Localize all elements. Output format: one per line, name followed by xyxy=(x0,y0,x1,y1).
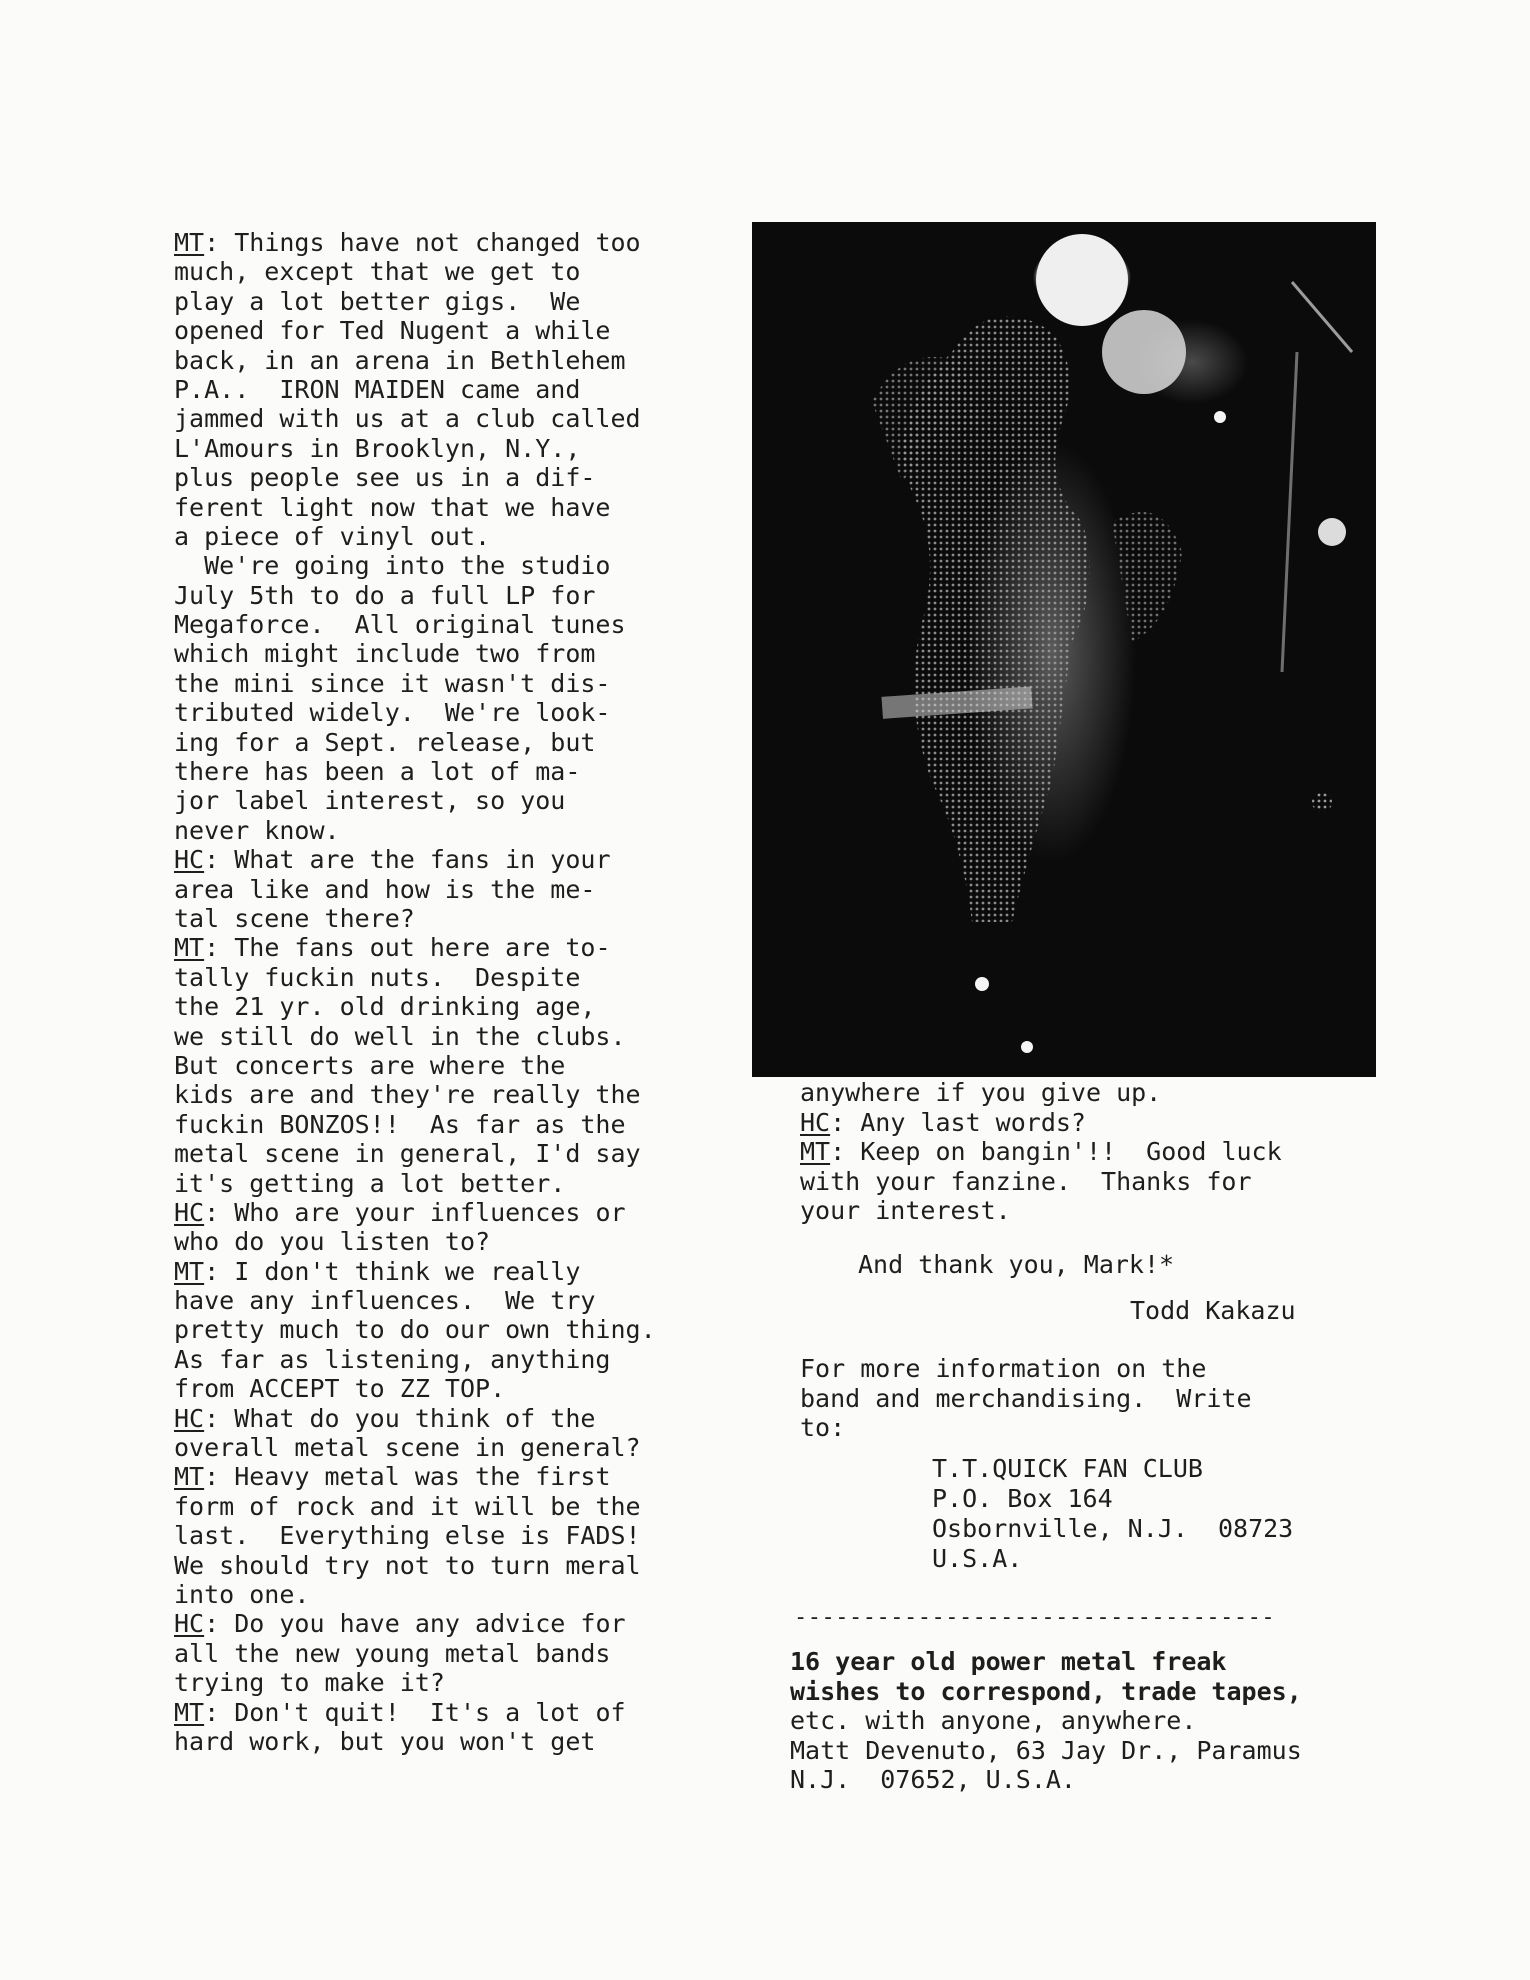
stage-light-glow xyxy=(1102,310,1186,394)
classified-ad xyxy=(790,1647,1410,1795)
speaker-tag: HC xyxy=(174,1403,205,1433)
line-text: overall metal scene in general? xyxy=(174,1433,641,1463)
text-line xyxy=(174,1580,754,1609)
line-text: : Do you have any advice for xyxy=(204,1609,626,1639)
line-text: But concerts are where the xyxy=(174,1050,566,1080)
text-line xyxy=(174,1227,754,1256)
text-line xyxy=(174,316,754,345)
text-line xyxy=(174,610,754,639)
stage-light xyxy=(1036,234,1128,326)
classified-line: wishes to correspond, trade tapes, xyxy=(790,1676,1302,1706)
line-text: play a lot better gigs. We xyxy=(174,286,581,316)
speaker-tag: HC xyxy=(174,1197,205,1227)
text-line xyxy=(174,1345,754,1374)
text-line xyxy=(174,404,754,433)
classified-line: Matt Devenuto, 63 Jay Dr., Paramus xyxy=(790,1735,1302,1765)
performer-hand xyxy=(1112,512,1182,642)
line-text: area like and how is the me- xyxy=(174,874,596,904)
text-line xyxy=(174,1257,754,1286)
author-signature: Todd Kakazu xyxy=(1130,1296,1296,1325)
line-text: : Don't quit! It's a lot of xyxy=(204,1697,626,1727)
section-divider: ----------------------------------- xyxy=(794,1605,1276,1630)
highlight xyxy=(1021,1041,1033,1053)
line-text: back, in an arena in Bethlehem xyxy=(174,345,626,375)
classified-line: N.J. 07652, U.S.A. xyxy=(790,1765,1076,1794)
line-text: anywhere if you give up. xyxy=(800,1078,1162,1107)
cymbal-glint xyxy=(1318,518,1346,546)
text-line xyxy=(800,1196,1400,1226)
line-text: who do you listen to? xyxy=(174,1227,491,1257)
text-line xyxy=(174,669,754,698)
classified-line: etc. with anyone, anywhere. xyxy=(790,1706,1197,1735)
line-text: : Who are your influences or xyxy=(204,1197,626,1227)
line-text: a piece of vinyl out. xyxy=(174,521,491,551)
highlight xyxy=(975,977,989,991)
speaker-tag: MT xyxy=(800,1137,831,1166)
fan-club-info xyxy=(800,1354,1400,1443)
line-text: Megaforce. All original tunes xyxy=(174,610,626,640)
line-text: have any influences. We try xyxy=(174,1286,596,1316)
address-line: U.S.A. xyxy=(932,1544,1023,1573)
line-text: We're going into the studio xyxy=(174,551,611,581)
line-text: : The fans out here are to- xyxy=(204,933,611,963)
line-text: from ACCEPT to ZZ TOP. xyxy=(174,1374,506,1404)
text-line xyxy=(174,1198,754,1227)
text-line xyxy=(174,493,754,522)
line-text: into one. xyxy=(174,1579,310,1609)
text-line xyxy=(174,346,754,375)
mic-stand xyxy=(1292,282,1352,352)
info-line: to: xyxy=(800,1413,846,1442)
interview-left-column xyxy=(174,228,754,1756)
text-line xyxy=(800,1167,1400,1197)
text-line xyxy=(174,1462,754,1491)
line-text: much, except that we get to xyxy=(174,257,581,287)
text-line xyxy=(800,1137,1400,1167)
line-text: never know. xyxy=(174,815,340,845)
text-line xyxy=(174,1698,754,1727)
text-line xyxy=(174,1433,754,1462)
text-line xyxy=(174,1051,754,1080)
line-text: : Keep on bangin'!! Good luck xyxy=(830,1137,1282,1166)
text-line xyxy=(174,1668,754,1697)
closing-thanks: And thank you, Mark!* xyxy=(858,1250,1175,1279)
line-text: fuckin BONZOS!! As far as the xyxy=(174,1109,626,1139)
line-text: tal scene there? xyxy=(174,903,415,933)
band-performance-photo xyxy=(752,222,1376,1077)
text-line xyxy=(174,1551,754,1580)
line-text: last. Everything else is FADS! xyxy=(174,1521,641,1551)
line-text: ing for a Sept. release, but xyxy=(174,727,596,757)
address-line: T.T.QUICK FAN CLUB xyxy=(932,1454,1203,1483)
line-text: : Things have not changed too xyxy=(204,228,641,257)
line-text: : I don't think we really xyxy=(204,1256,581,1286)
line-text: it's getting a lot better. xyxy=(174,1168,566,1198)
text-line xyxy=(174,522,754,551)
text-line xyxy=(174,875,754,904)
speaker-tag: MT xyxy=(174,1462,205,1492)
line-text: all the new young metal bands xyxy=(174,1638,611,1668)
line-text: jor label interest, so you xyxy=(174,786,566,816)
text-line xyxy=(174,1374,754,1403)
speaker-tag: MT xyxy=(174,228,205,257)
text-line xyxy=(174,933,754,962)
text-line xyxy=(174,728,754,757)
text-line xyxy=(800,1108,1400,1138)
text-line xyxy=(174,257,754,286)
speaker-tag: HC xyxy=(174,1609,205,1639)
text-line xyxy=(174,698,754,727)
text-line xyxy=(174,1609,754,1638)
address-line: P.O. Box 164 xyxy=(932,1484,1113,1513)
line-text: : What are the fans in your xyxy=(204,845,611,875)
text-line xyxy=(174,992,754,1021)
speaker-tag: HC xyxy=(174,845,205,875)
speaker-tag: MT xyxy=(174,933,205,963)
line-text: L'Amours in Brooklyn, N.Y., xyxy=(174,433,581,463)
text-line xyxy=(174,1404,754,1433)
line-text: opened for Ted Nugent a while xyxy=(174,316,611,346)
line-text: tally fuckin nuts. Despite xyxy=(174,962,581,992)
text-line xyxy=(174,845,754,874)
line-text: plus people see us in a dif- xyxy=(174,463,596,493)
text-line xyxy=(174,1492,754,1521)
line-text: there has been a lot of ma- xyxy=(174,757,581,787)
line-text: jammed with us at a club called xyxy=(174,404,641,434)
line-text: As far as listening, anything xyxy=(174,1344,611,1374)
address-line: Osbornville, N.J. 08723 xyxy=(932,1514,1294,1543)
highlight xyxy=(1214,411,1226,423)
text-line xyxy=(174,1080,754,1109)
text-line xyxy=(174,1521,754,1550)
text-line xyxy=(174,1110,754,1139)
line-text: kids are and they're really the xyxy=(174,1080,641,1110)
line-text: hard work, but you won't get xyxy=(174,1726,596,1756)
line-text: P.A.. IRON MAIDEN came and xyxy=(174,374,581,404)
classified-line: 16 year old power metal freak xyxy=(790,1647,1227,1676)
line-text: tributed widely. We're look- xyxy=(174,698,611,728)
line-text: metal scene in general, I'd say xyxy=(174,1139,641,1169)
text-line xyxy=(174,1727,754,1756)
text-line xyxy=(174,1639,754,1668)
line-text: with your fanzine. Thanks for xyxy=(800,1166,1252,1196)
text-line xyxy=(174,1139,754,1168)
line-text: : Any last words? xyxy=(830,1107,1086,1137)
text-line xyxy=(174,551,754,580)
stand-pole xyxy=(1282,352,1297,672)
text-line xyxy=(174,757,754,786)
text-line xyxy=(174,963,754,992)
text-line xyxy=(174,434,754,463)
line-text: July 5th to do a full LP for xyxy=(174,580,596,610)
speaker-tag: MT xyxy=(174,1256,205,1286)
speaker-tag: HC xyxy=(800,1107,831,1137)
text-line xyxy=(174,1022,754,1051)
text-line xyxy=(800,1078,1400,1108)
text-line xyxy=(174,1286,754,1315)
line-text: : Heavy metal was the first xyxy=(204,1462,611,1492)
photo-illustration xyxy=(752,222,1376,1077)
speaker-tag: MT xyxy=(174,1697,205,1727)
text-line xyxy=(174,581,754,610)
text-line xyxy=(174,639,754,668)
info-line: band and merchandising. Write xyxy=(800,1383,1252,1413)
fan-club-address xyxy=(932,1454,1293,1574)
line-text: pretty much to do our own thing. xyxy=(174,1315,656,1345)
line-text: the mini since it wasn't dis- xyxy=(174,668,611,698)
line-text: form of rock and it will be the xyxy=(174,1491,641,1521)
text-line xyxy=(174,816,754,845)
text-line xyxy=(174,786,754,815)
line-text: : What do you think of the xyxy=(204,1403,596,1433)
speckle xyxy=(1312,792,1332,812)
text-line xyxy=(174,463,754,492)
line-text: We should try not to turn meral xyxy=(174,1550,641,1580)
line-text: we still do well in the clubs. xyxy=(174,1021,626,1051)
line-text: trying to make it? xyxy=(174,1668,445,1698)
text-line xyxy=(174,287,754,316)
line-text: the 21 yr. old drinking age, xyxy=(174,992,596,1022)
line-text: your interest. xyxy=(800,1196,1011,1225)
text-line xyxy=(174,1169,754,1198)
interview-right-column xyxy=(800,1078,1400,1226)
info-line: For more information on the xyxy=(800,1354,1207,1383)
line-text: ferent light now that we have xyxy=(174,492,611,522)
text-line xyxy=(174,1315,754,1344)
line-text: which might include two from xyxy=(174,639,596,669)
text-line xyxy=(174,228,754,257)
text-line xyxy=(174,375,754,404)
text-line xyxy=(174,904,754,933)
